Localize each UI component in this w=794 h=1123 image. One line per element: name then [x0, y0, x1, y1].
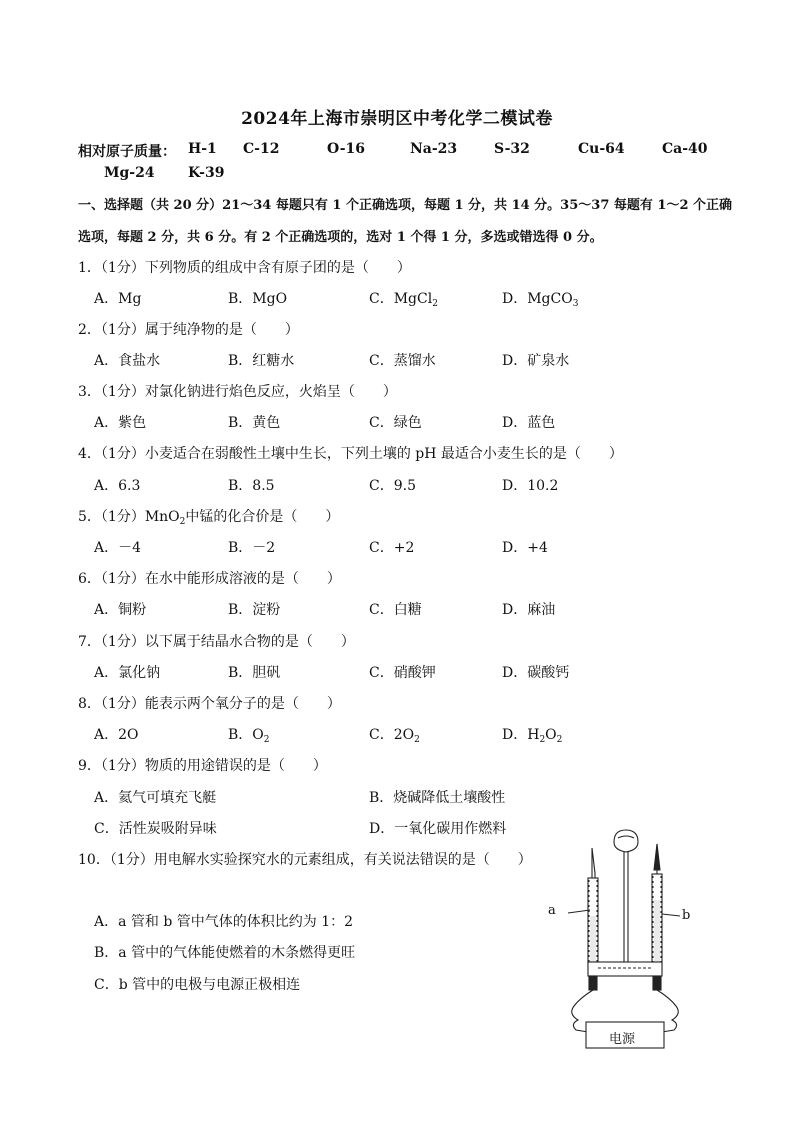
- q4-option-d: D．10.2: [502, 478, 559, 494]
- q3-option-d: D．蓝色: [502, 415, 556, 431]
- q6-option-d: D．麻油: [502, 602, 556, 618]
- q5-option-d: D．+4: [502, 540, 548, 556]
- atomic-mass-mg: Mg-24: [104, 165, 155, 181]
- q2-option-c: C．蒸馏水: [369, 353, 436, 369]
- q3-option-b: B．黄色: [228, 415, 281, 431]
- leveling-funnel: [614, 830, 638, 963]
- q7-option-a: A．氯化钠: [94, 665, 161, 681]
- power-source-label: 电源: [609, 1032, 636, 1047]
- atomic-mass-k: K-39: [188, 165, 225, 181]
- atomic-mass-c: C-12: [243, 141, 280, 157]
- q5-option-b: B．－2: [228, 540, 276, 556]
- q7-option-c: C．硝酸钾: [369, 665, 436, 681]
- q3-option-a: A．紫色: [94, 415, 147, 431]
- atomic-mass-label: 相对原子质量：: [78, 144, 176, 160]
- question-8: 8．（1分）能表示两个氧分子的是（ ）: [78, 696, 341, 712]
- tube-b: [652, 844, 662, 970]
- q4-option-a: A．6.3: [94, 478, 141, 494]
- label-b-leader: [662, 914, 680, 916]
- question-7: 7．（1分）以下属于结晶水合物的是（ ）: [78, 634, 355, 650]
- diagram-label-a: a: [548, 903, 556, 918]
- tube-a: [588, 848, 598, 970]
- q1-option-c: C．MgCl$_2$: [369, 291, 438, 309]
- q8-option-c: C．$2O_2$: [369, 727, 420, 745]
- question-2: 2．（1分）属于纯净物的是（ ）: [78, 322, 299, 338]
- page-title: 2024年上海市崇明区中考化学二模试卷: [241, 109, 553, 129]
- q6-option-c: C．白糖: [369, 602, 422, 618]
- atomic-mass-s: S-32: [494, 141, 530, 157]
- q7-option-b: B．胆矾: [228, 665, 281, 681]
- q3-option-c: C．绿色: [369, 415, 422, 431]
- q6-option-b: B．淀粉: [228, 602, 281, 618]
- q2-option-b: B．红糖水: [228, 353, 295, 369]
- question-9: 9．（1分）物质的用途错误的是（ ）: [78, 758, 327, 774]
- q8-option-a: A．2O: [94, 727, 139, 743]
- q8-option-d: D．$H_2O_2$: [502, 727, 563, 745]
- q4-option-b: B．8.5: [228, 478, 275, 494]
- q2-option-d: D．矿泉水: [502, 353, 570, 369]
- q10-option-c: C．b 管中的电极与电源正极相连: [94, 977, 301, 993]
- question-1: 1．（1分）下列物质的组成中含有原子团的是（ ）: [78, 260, 411, 276]
- question-4: 4．（1分）小麦适合在弱酸性土壤中生长，下列土壤的 pH 最适合小麦生长的是（ ）: [78, 446, 623, 462]
- q1-option-d: D．MgCO$_3$: [502, 291, 579, 309]
- label-a-leader: [568, 910, 590, 913]
- atomic-mass-o: O-16: [327, 141, 366, 157]
- atomic-mass-cu: Cu-64: [578, 141, 625, 157]
- q4-option-c: C．9.5: [369, 478, 416, 494]
- atomic-mass-na: Na-23: [410, 141, 458, 157]
- q6-option-a: A．铜粉: [94, 602, 147, 618]
- q1-option-b: B．MgO: [228, 291, 288, 307]
- q9-option-a: A．氦气可填充飞艇: [94, 790, 217, 806]
- question-5: 5．（1分）MnO$_2$中锰的化合价是（ ）: [78, 509, 340, 527]
- question-3: 3．（1分）对氯化钠进行焰色反应，火焰呈（ ）: [78, 384, 397, 400]
- q9-option-c: C．活性炭吸附异味: [94, 821, 217, 837]
- q10-option-b: B．a 管中的气体能使燃着的木条燃得更旺: [94, 945, 356, 961]
- q9-option-d: D．一氧化碳用作燃料: [369, 821, 507, 837]
- section-instructions-1: 一、选择题（共 20 分）21～34 每题只有 1 个正确选项，每题 1 分，共 14 分。35～37 每题有 1～2 个正确: [78, 198, 733, 213]
- q8-option-b: B．$O_2$: [228, 727, 270, 745]
- diagram-label-b: b: [682, 908, 691, 923]
- question-10: 10．（1分）用电解水实验探究水的元素组成，有关说法错误的是（ ）: [78, 852, 532, 868]
- q9-option-b: B．烧碱降低土壤酸性: [369, 790, 506, 806]
- q1-option-a: A．Mg: [94, 291, 142, 307]
- q7-option-d: D．碳酸钙: [502, 665, 570, 681]
- q5-option-c: C．+2: [369, 540, 415, 556]
- q2-option-a: A．食盐水: [94, 353, 161, 369]
- atomic-mass-h: H-1: [188, 141, 217, 157]
- question-6: 6．（1分）在水中能形成溶液的是（ ）: [78, 571, 341, 587]
- electrolysis-apparatus-diagram: [540, 818, 730, 1058]
- section-instructions-2: 选项，每题 2 分，共 6 分。有 2 个正确选项的，选对 1 个得 1 分，多选或错选得 0 分。: [78, 230, 603, 245]
- q10-option-a: A．a 管和 b 管中气体的体积比约为 1：2: [94, 914, 354, 930]
- atomic-mass-ca: Ca-40: [662, 141, 708, 157]
- q5-option-a: A．－4: [94, 540, 142, 556]
